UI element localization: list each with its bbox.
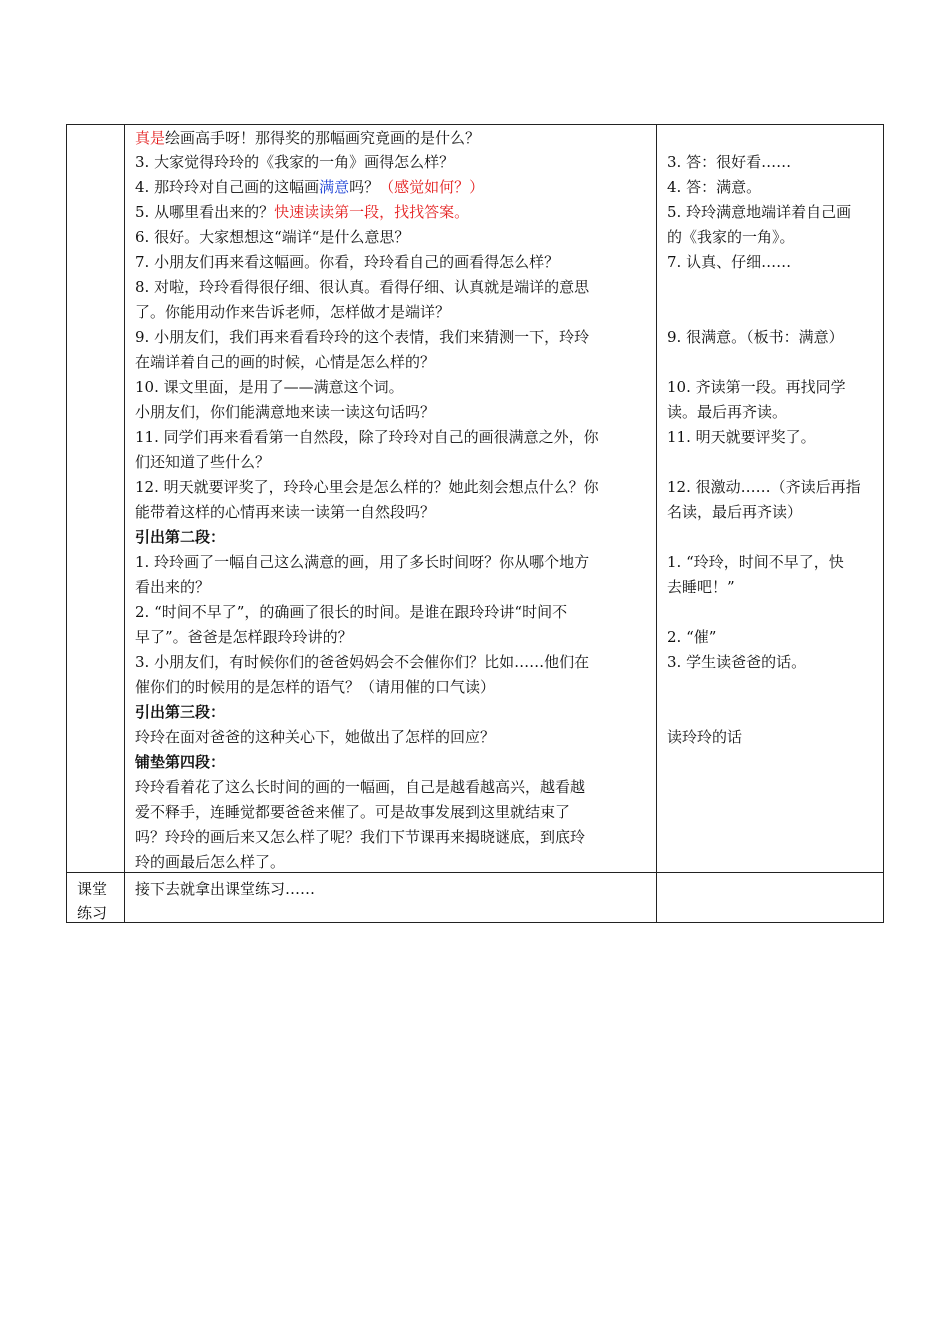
teacher-line — [135, 404, 435, 421]
text-span: 的《我家的一角》。 — [667, 228, 795, 246]
column-divider — [124, 125, 125, 922]
student-line — [667, 229, 795, 246]
text-span: 们还知道了些什么？ — [135, 453, 271, 471]
text-span: 读玲玲的话 — [667, 728, 743, 746]
teacher-line — [135, 379, 404, 396]
text-span: 5. 从哪里看出来的？ — [135, 203, 275, 221]
teacher-line — [135, 629, 353, 646]
text-span: 3. 大家觉得玲玲的《我家的一角》画得怎么样？ — [135, 153, 455, 171]
text-span: 了。你能用动作来告诉老师，怎样做才是端详？ — [135, 303, 451, 321]
text-span: 铺垫第四段： — [135, 753, 226, 771]
teacher-line — [135, 154, 454, 171]
text-span: 11. 明天就要评奖了。 — [667, 428, 816, 446]
text-span: 10. 课文里面，是用了——满意这个词。 — [135, 378, 404, 396]
teacher-line — [135, 829, 585, 846]
student-line — [667, 729, 742, 746]
teacher-line — [135, 754, 225, 771]
teacher-line — [135, 854, 285, 871]
text-span: 12. 明天就要评奖了，玲玲心里会是怎么样的？她此刻会想点什么？你 — [135, 478, 599, 496]
text-span: 引出第三段： — [135, 703, 226, 721]
teacher-line — [135, 504, 435, 521]
student-line — [667, 504, 802, 521]
text-span: 4. 那玲玲对自己画的这幅画 — [135, 178, 320, 196]
text-span: 9. 小朋友们，我们再来看看玲玲的这个表情，我们来猜测一下，玲玲 — [135, 328, 590, 346]
text-span: 吗？玲玲的画后来又怎么样了呢？我们下节课再来揭晓谜底，到底玲 — [135, 828, 586, 846]
teacher-line — [135, 130, 480, 147]
text-span: 1. “玲玲，时间不早了，快 — [667, 553, 844, 571]
text-span: 4. 答：满意。 — [667, 178, 762, 196]
text-span: 1. 玲玲画了一幅自己这么满意的画，用了多长时间呀？你从哪个地方 — [135, 553, 590, 571]
student-line — [667, 629, 716, 646]
text-span: （感觉如何？） — [379, 178, 485, 196]
text-span: 满意 — [319, 178, 350, 196]
text-span: 催你们的时候用的是怎样的语气？（请用催的口气读） — [135, 678, 496, 696]
text-span: 能带着这样的心情再来读一读第一自然段吗？ — [135, 503, 436, 521]
student-line — [667, 154, 791, 171]
text-span: 5. 玲玲满意地端详着自己画 — [667, 203, 852, 221]
text-span: 7. 小朋友们再来看这幅画。你看，玲玲看自己的画看得怎么样？ — [135, 253, 560, 271]
text-span: 玲的画最后怎么样了。 — [135, 853, 286, 871]
text-span: 2. “催” — [667, 628, 717, 646]
text-span: 引出第二段： — [135, 528, 226, 546]
row-divider — [67, 872, 883, 873]
teacher-line — [135, 454, 270, 471]
text-span: 吗？ — [349, 178, 380, 196]
text-span: 去睡吧！” — [667, 578, 735, 596]
teacher-line — [135, 304, 450, 321]
teacher-line — [135, 354, 435, 371]
teacher-line — [135, 704, 225, 721]
student-line — [667, 179, 761, 196]
column-divider — [656, 125, 657, 922]
text-span: 11. 同学们再来看看第一自然段，除了玲玲对自己的画很满意之外，你 — [135, 428, 599, 446]
teacher-line — [135, 529, 225, 546]
text-span: 3. 小朋友们，有时候你们的爸爸妈妈会不会催你们？比如……他们在 — [135, 653, 590, 671]
student-line — [667, 579, 735, 596]
text-span: 9. 很满意。（板书：满意） — [667, 328, 844, 346]
student-line — [667, 479, 861, 496]
student-line — [667, 329, 844, 346]
text-span: 玲玲在面对爸爸的这种关心下，她做出了怎样的回应？ — [135, 728, 496, 746]
student-line — [667, 554, 844, 571]
student-line — [667, 379, 846, 396]
teacher-line — [135, 429, 599, 446]
student-line — [667, 404, 787, 421]
text-span: 快速读读第一段，找找答案。 — [274, 203, 470, 221]
text-span: 在端详着自己的画的时候，心情是怎么样的？ — [135, 353, 436, 371]
teacher-line — [135, 804, 570, 821]
student-line — [667, 204, 851, 221]
text-span: 7. 认真、仔细…… — [667, 253, 792, 271]
text-span: 玲玲看着花了这么长时间的画的一幅画，自己是越看越高兴，越看越 — [135, 778, 586, 796]
text-span: 真是 — [135, 129, 166, 147]
lesson-plan-table — [66, 124, 884, 923]
teacher-line — [135, 654, 589, 671]
classroom-practice-text: 接下去就拿出课堂练习…… — [135, 880, 316, 898]
text-span: 3. 答：很好看…… — [667, 153, 792, 171]
teacher-line — [135, 229, 409, 246]
teacher-line — [135, 579, 210, 596]
teacher-line — [135, 729, 495, 746]
text-span: 10. 齐读第一段。再找同学 — [667, 378, 846, 396]
text-span: 2. “时间不早了”，的确画了很长的时间。是谁在跟玲玲讲“时间不 — [135, 603, 568, 621]
text-span: 看出来的？ — [135, 578, 211, 596]
teacher-line — [135, 554, 589, 571]
teacher-line — [135, 179, 484, 196]
text-span: 3. 学生读爸爸的话。 — [667, 653, 807, 671]
text-span: 名读，最后再齐读） — [667, 503, 803, 521]
text-span: 12. 很激动……（齐读后再指 — [667, 478, 861, 496]
teacher-line — [135, 679, 495, 696]
text-span: 小朋友们，你们能满意地来读一读这句话吗？ — [135, 403, 436, 421]
teacher-line — [135, 254, 559, 271]
student-line — [667, 654, 806, 671]
text-span: 绘画高手呀！那得奖的那幅画究竟画的是什么？ — [165, 129, 481, 147]
teacher-line — [135, 204, 469, 221]
text-span: 8. 对啦，玲玲看得很仔细、很认真。看得仔细、认真就是端详的意思 — [135, 278, 590, 296]
text-span: 早了”。爸爸是怎样跟玲玲讲的？ — [135, 628, 353, 646]
teacher-line — [135, 279, 589, 296]
student-line — [667, 254, 791, 271]
row-label-line2: 练习 — [77, 904, 108, 922]
text-span: 读。最后再齐读。 — [667, 403, 788, 421]
teacher-line — [135, 329, 589, 346]
teacher-line — [135, 479, 599, 496]
student-line — [667, 429, 816, 446]
row-label-line1: 课堂 — [77, 880, 108, 898]
teacher-line — [135, 604, 567, 621]
text-span: 6. 很好。大家想想这“端详“是什么意思？ — [135, 228, 410, 246]
teacher-line — [135, 779, 585, 796]
text-span: 爱不释手，连睡觉都要爸爸来催了。可是故事发展到这里就结束了 — [135, 803, 571, 821]
